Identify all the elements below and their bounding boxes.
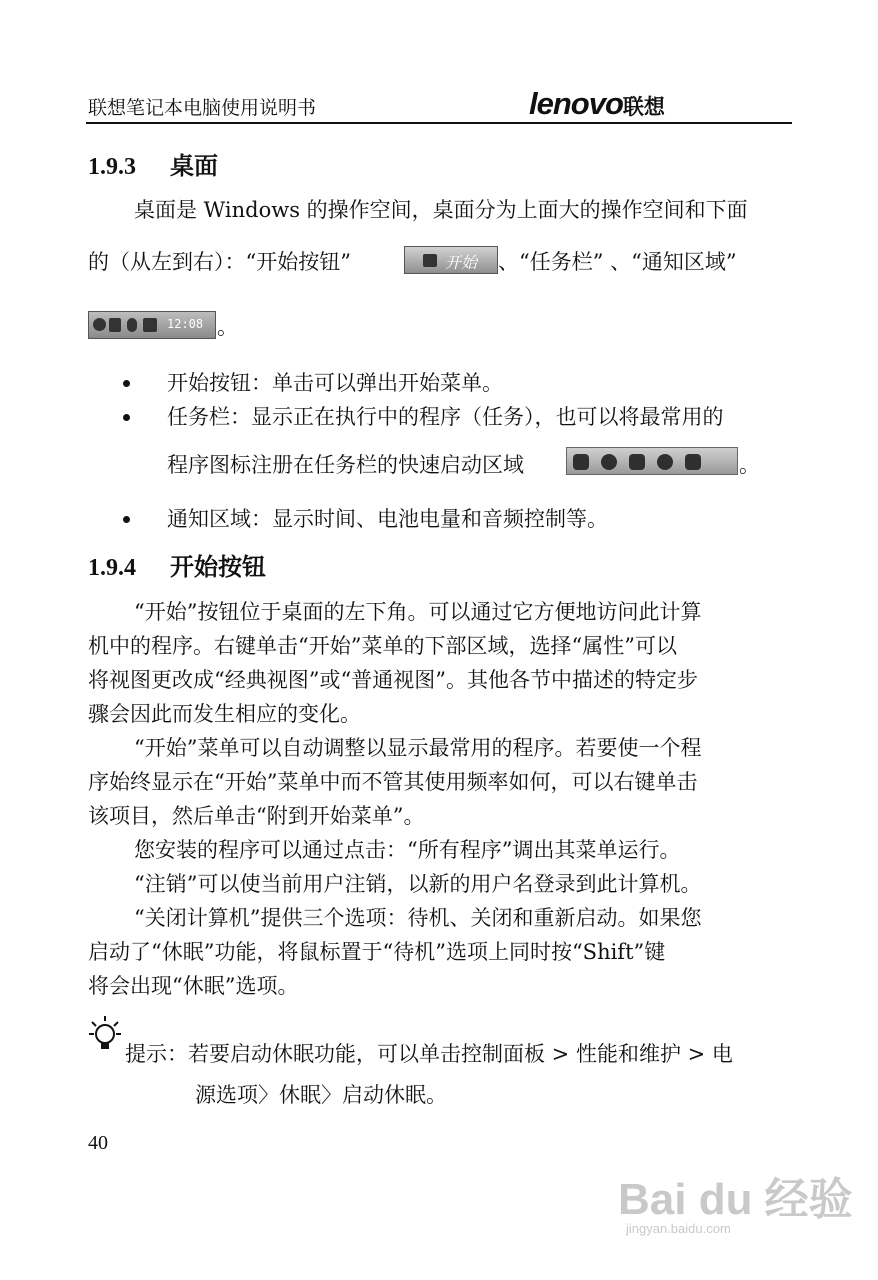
para-line: 该项目，然后单击“附到开始菜单”。 <box>88 804 425 828</box>
paint-icon <box>629 454 645 470</box>
watermark <box>618 1163 853 1236</box>
chevron-left-icon <box>93 318 106 331</box>
list-item-continuation: 程序图标注册在任务栏的快速启动区域 <box>167 453 524 477</box>
list-item-text: 任务栏：显示正在执行中的程序（任务），也可以将最常用的 <box>167 405 724 429</box>
bullet-dot <box>123 380 130 387</box>
para-line: “开始”按钮位于桌面的左下角。可以通过它方便地访问此计算 <box>134 600 702 624</box>
watermark-text: Bai du 经验 <box>618 1175 853 1224</box>
section-title: 开始按钮 <box>170 552 266 581</box>
para-line: 将会出现“休眠”选项。 <box>88 974 299 998</box>
para-line-part-2: 、“任务栏” 、“通知区域” <box>498 250 737 274</box>
monitor-icon <box>143 318 157 332</box>
logo-latin: lenovo <box>529 86 623 121</box>
section-number: 1.9.4 <box>88 555 136 581</box>
start-button-image <box>404 246 498 274</box>
para-line: 将视图更改成“经典视图”或“普通视图”。其他各节中描述的特定步 <box>88 668 698 692</box>
section-heading-desktop <box>88 146 218 181</box>
section-number: 1.9.3 <box>88 154 136 180</box>
tip-line1 <box>125 1037 733 1071</box>
tip-text: 若要启动休眠功能，可以单击控制面板 > 性能和维护 > 电 <box>188 1042 733 1066</box>
settings-icon <box>685 454 701 470</box>
start-button-label: 开始 <box>445 253 478 272</box>
quick-launch-image <box>566 447 738 475</box>
desktop-icon <box>573 454 589 470</box>
network-icon <box>109 318 121 332</box>
para-line: “关闭计算机”提供三个选项：待机、关闭和重新启动。如果您 <box>134 906 702 930</box>
section-heading-start-button <box>88 547 266 582</box>
para-line: “注销”可以使当前用户注销，以新的用户名登录到此计算机。 <box>134 872 702 896</box>
notification-area-image <box>88 311 216 339</box>
media-player-icon <box>601 454 617 470</box>
para-line: 启动了“休眠”功能，将鼠标置于“待机”选项上同时按“Shift”键 <box>88 940 666 964</box>
windows-logo-icon <box>423 254 437 267</box>
section1-paragraph <box>88 193 792 227</box>
section2-body <box>88 595 792 1003</box>
browser-icon <box>657 454 673 470</box>
para-line-part: 的（从左到右）：“开始按钮” <box>88 250 351 274</box>
list-item-text: 通知区域：显示时间、电池电量和音频控制等。 <box>167 507 608 531</box>
bullet-dot <box>123 516 130 523</box>
tray-clock: 12:08 <box>167 317 204 331</box>
tip-line2: 源选项〉休眠〉启动休眠。 <box>195 1083 447 1107</box>
para-line: 您安装的程序可以通过点击：“所有程序”调出其菜单运行。 <box>134 838 681 862</box>
bullet-dot <box>123 414 130 421</box>
watermark-url: jingyan.baidu.com <box>626 1221 731 1236</box>
lenovo-logo <box>529 86 665 122</box>
para-line: 桌面是 Windows 的操作空间，桌面分为上面大的操作空间和下面 <box>134 198 748 222</box>
header-rule <box>86 122 792 124</box>
bluetooth-icon <box>127 318 137 332</box>
section-title: 桌面 <box>170 151 218 180</box>
para-line: “开始”菜单可以自动调整以显示最常用的程序。若要使一个程 <box>134 736 702 760</box>
header-title: 联想笔记本电脑使用说明书 <box>88 97 317 119</box>
page-number: 40 <box>88 1132 108 1154</box>
logo-cn: 联想 <box>622 96 665 119</box>
para-line: 骤会因此而发生相应的变化。 <box>88 702 361 726</box>
list-item-text: 开始按钮：单击可以弹出开始菜单。 <box>167 371 503 395</box>
para-line3-end: 。 <box>217 315 238 339</box>
tip-label: 提示： <box>125 1042 188 1066</box>
list-item-end: 。 <box>739 453 760 477</box>
lightbulb-icon <box>88 1014 122 1058</box>
para-line: 序始终显示在“开始”菜单中而不管其使用频率如何，可以右键单击 <box>88 770 698 794</box>
para-line: 机中的程序。右键单击“开始”菜单的下部区域，选择“属性”可以 <box>88 634 677 658</box>
